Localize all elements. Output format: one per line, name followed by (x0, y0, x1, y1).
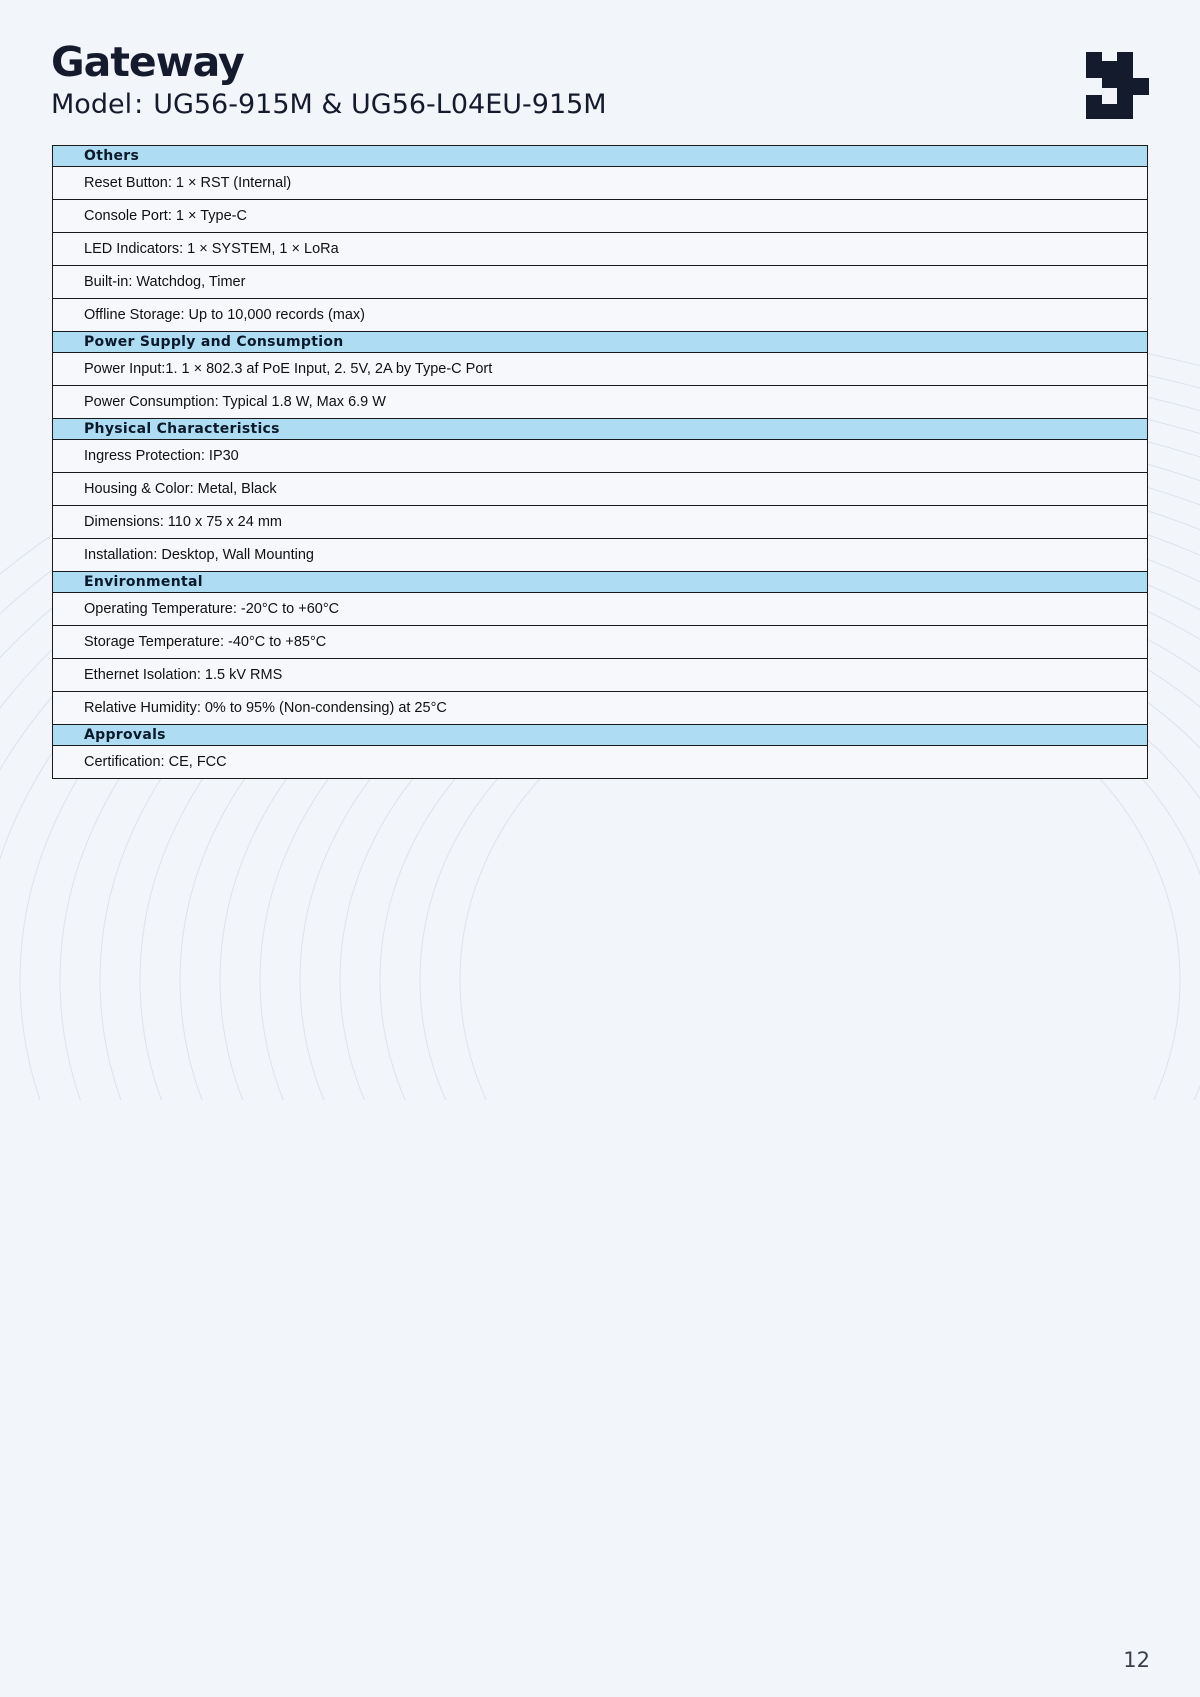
spec-dimensions: Dimensions: 110 x 75 x 24 mm (53, 506, 1148, 539)
section-header-row (53, 725, 1148, 746)
spec-operating-temperature: Operating Temperature: -20°C to +60°C (53, 593, 1148, 626)
spec-row (53, 473, 1148, 506)
model-separator: : (134, 89, 144, 120)
spec-reset-button: Reset Button: 1 × RST (Internal) (53, 167, 1148, 200)
section-heading-others: Others (53, 146, 1148, 167)
spec-relative-humidity: Relative Humidity: 0% to 95% (Non-condensing) at 25°C (53, 692, 1148, 725)
spec-power-input: Power Input:1. 1 × 802.3 af PoE Input, 2. 5V, 2A by Type-C Port (53, 353, 1148, 386)
spec-row (53, 233, 1148, 266)
model-line (51, 88, 607, 122)
brand-logo-icon (1086, 52, 1149, 119)
spec-installation: Installation: Desktop, Wall Mounting (53, 539, 1148, 572)
spec-row (53, 746, 1148, 779)
spec-row (53, 539, 1148, 572)
spec-console-port: Console Port: 1 × Type-C (53, 200, 1148, 233)
section-header-row (53, 332, 1148, 353)
spec-row (53, 692, 1148, 725)
spec-row (53, 626, 1148, 659)
spec-row (53, 167, 1148, 200)
section-heading-environmental: Environmental (53, 572, 1148, 593)
spec-ingress-protection: Ingress Protection: IP30 (53, 440, 1148, 473)
spec-row (53, 200, 1148, 233)
model-value: UG56-915M & UG56-L04EU-915M (153, 89, 607, 120)
spec-row (53, 386, 1148, 419)
model-label: Model (51, 89, 133, 120)
spec-certification: Certification: CE, FCC (53, 746, 1148, 779)
spec-led-indicators: LED Indicators: 1 × SYSTEM, 1 × LoRa (53, 233, 1148, 266)
spec-ethernet-isolation: Ethernet Isolation: 1.5 kV RMS (53, 659, 1148, 692)
spec-row (53, 299, 1148, 332)
section-header-row (53, 419, 1148, 440)
spec-housing-color: Housing & Color: Metal, Black (53, 473, 1148, 506)
page-number: 12 (1123, 1648, 1150, 1672)
section-heading-physical: Physical Characteristics (53, 419, 1148, 440)
section-heading-approvals: Approvals (53, 725, 1148, 746)
page-title: Gateway (51, 38, 244, 86)
spec-offline-storage: Offline Storage: Up to 10,000 records (max) (53, 299, 1148, 332)
spec-row (53, 659, 1148, 692)
section-header-row (53, 572, 1148, 593)
specifications-table (52, 145, 1148, 779)
spec-power-consumption: Power Consumption: Typical 1.8 W, Max 6.9 W (53, 386, 1148, 419)
spec-row (53, 440, 1148, 473)
section-header-row (53, 146, 1148, 167)
spec-row (53, 353, 1148, 386)
spec-row (53, 266, 1148, 299)
spec-row (53, 506, 1148, 539)
spec-built-in: Built-in: Watchdog, Timer (53, 266, 1148, 299)
section-heading-power: Power Supply and Consumption (53, 332, 1148, 353)
spec-storage-temperature: Storage Temperature: -40°C to +85°C (53, 626, 1148, 659)
spec-row (53, 593, 1148, 626)
